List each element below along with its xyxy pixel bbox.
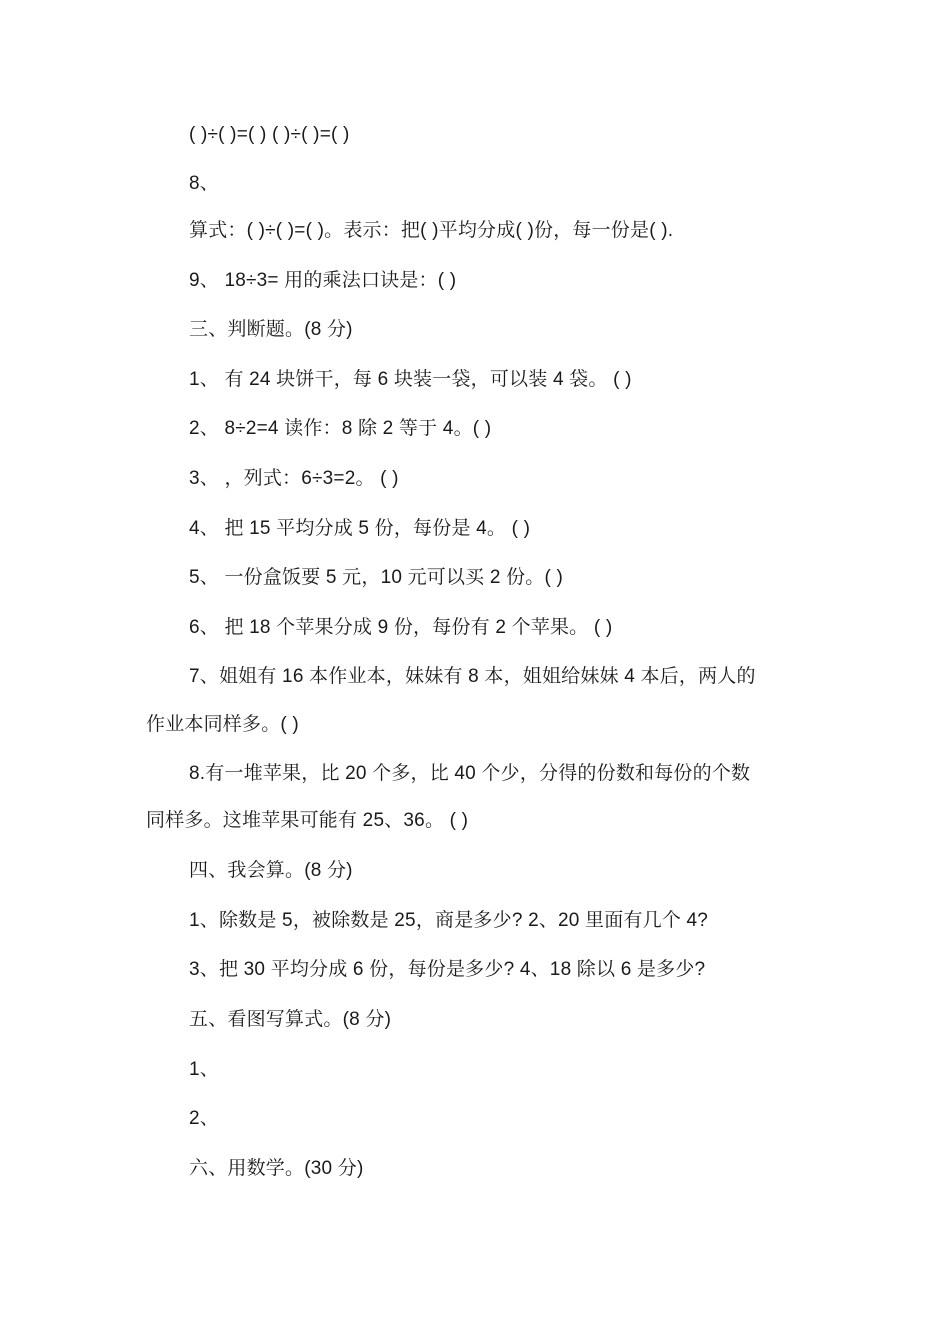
text-line: 7、姐姐有 16 本作业本，妹妹有 8 本，姐姐给妹妹 4 本后，两人的 [189,666,756,687]
text-line: ( )÷( )=( ) ( )÷( )=( ) [189,124,350,145]
text-line: 4、 把 15 平均分成 5 份，每份是 4。 ( ) [189,518,531,539]
text-line: 1、 有 24 块饼干，每 6 块装一袋，可以装 4 袋。 ( ) [189,369,632,390]
text-line: 5、 一份盒饭要 5 元，10 元可以买 2 份。( ) [189,567,564,588]
text-line: 3、把 30 平均分成 6 份，每份是多少? 4、18 除以 6 是多少? [189,959,706,980]
section-heading: 五、看图写算式。(8 分) [189,1009,392,1030]
text-line: 1、除数是 5，被除数是 25，商是多少? 2、20 里面有几个 4? [189,910,709,931]
text-line: 1、 [189,1059,219,1080]
text-line: 6、 把 18 个苹果分成 9 份，每份有 2 个苹果。 ( ) [189,617,613,638]
text-line: 9、 18÷3= 用的乘法口诀是：( ) [189,270,457,291]
text-line: 3、 ，列式：6÷3=2。 ( ) [189,468,399,489]
section-heading: 三、判断题。(8 分) [189,319,353,340]
text-line: 2、 [189,1108,219,1129]
text-line: 作业本同样多。( ) [146,714,299,735]
text-line: 2、 8÷2=4 读作：8 除 2 等于 4。( ) [189,418,492,439]
section-heading: 四、我会算。(8 分) [189,860,353,881]
text-line: 同样多。这堆苹果可能有 25、36。 ( ) [146,810,469,831]
text-line: 8.有一堆苹果，比 20 个多，比 40 个少，分得的份数和每份的个数 [189,763,751,784]
text-line: 算式：( )÷( )=( )。表示：把( )平均分成( )份，每一份是( ). [189,220,674,241]
section-heading: 六、用数学。(30 分) [189,1158,364,1179]
text-line: 8、 [189,173,219,194]
